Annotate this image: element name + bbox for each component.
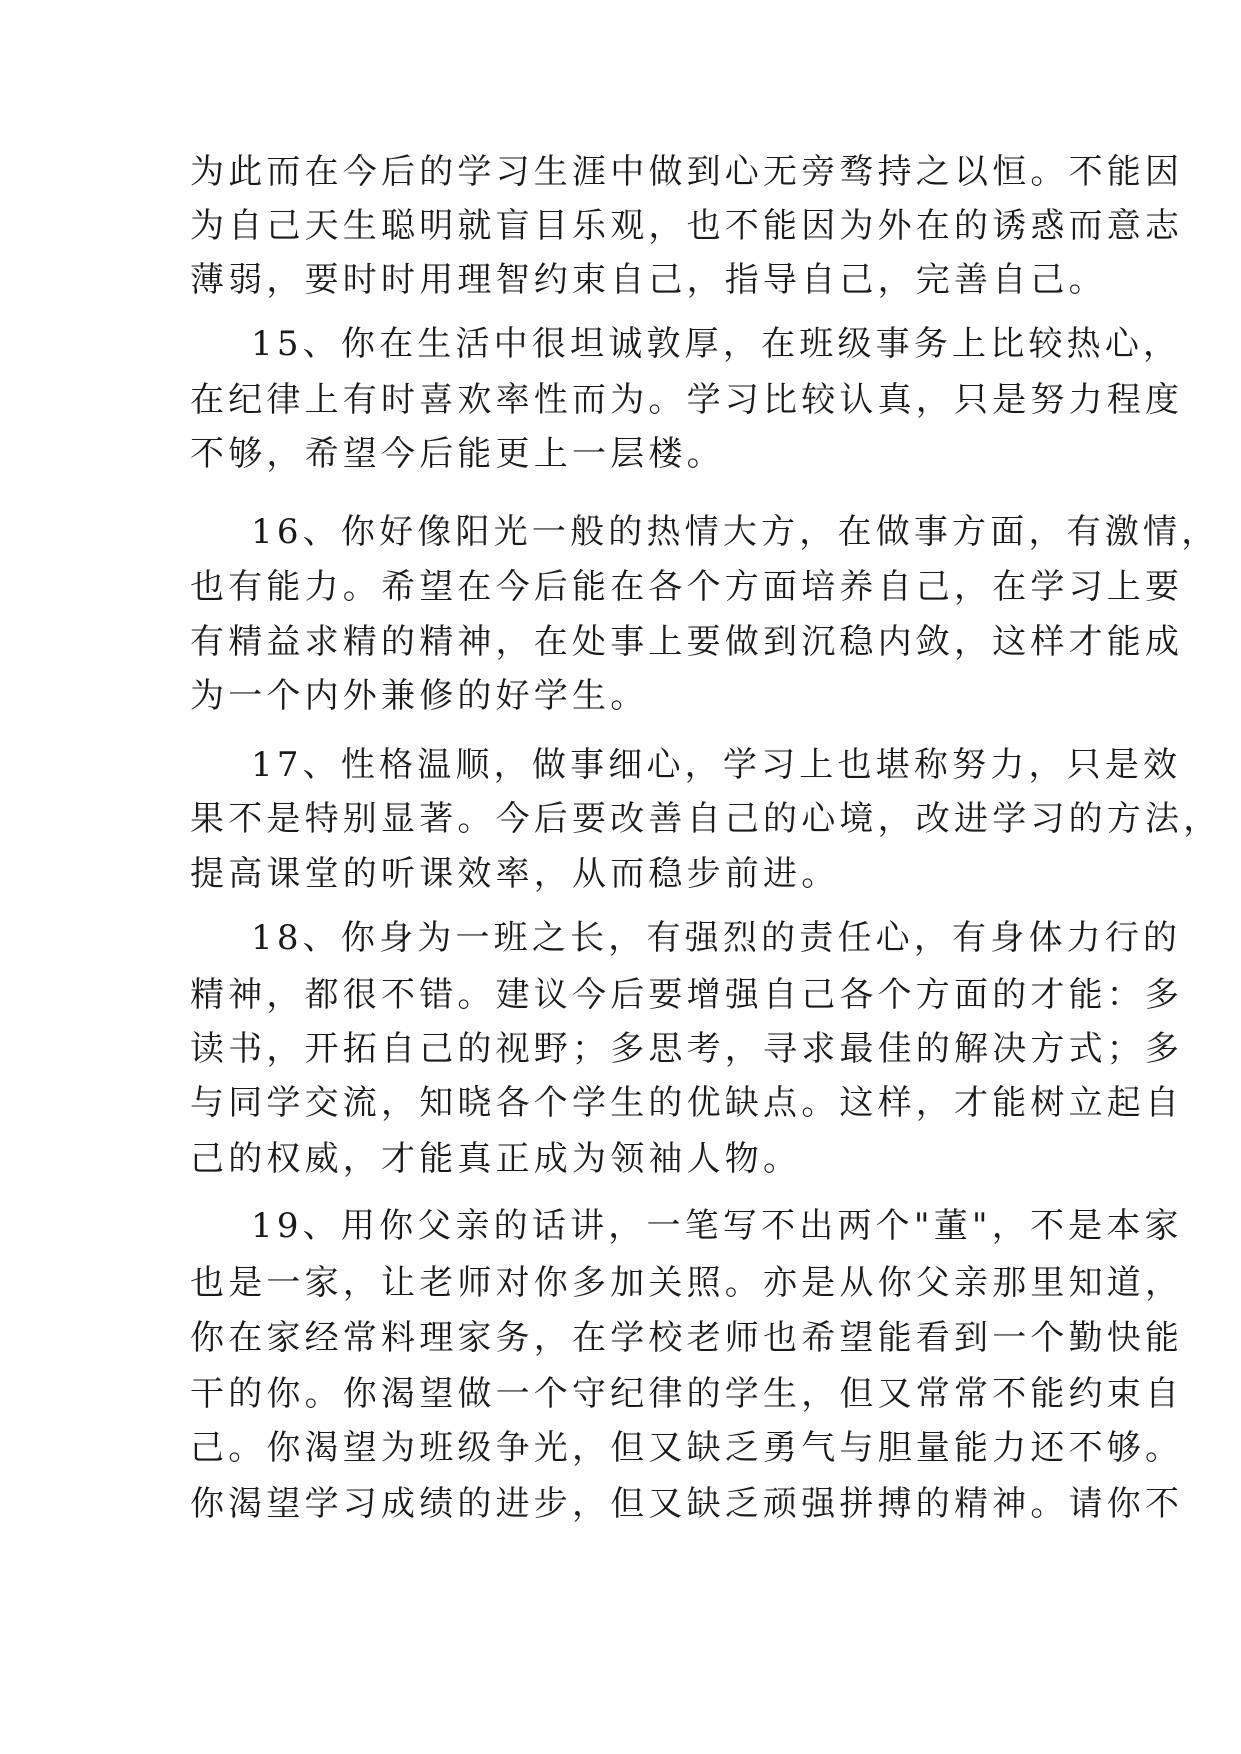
text-line: 你渴望学习成绩的进步，但又缺乏顽强拼搏的精神。请你不 <box>190 1484 1184 1524</box>
text-line: 为此而在今后的学习生涯中做到心无旁骛持之以恒。不能因 <box>190 152 1184 192</box>
text-line: 为自己天生聪明就盲目乐观，也不能因为外在的诱惑而意志 <box>190 206 1184 246</box>
text-line: 你在家经常料理家务，在学校老师也希望能看到一个勤快能 <box>190 1318 1184 1358</box>
text-line: 17、性格温顺，做事细心，学习上也堪称努力，只是效 <box>251 745 1182 785</box>
text-line: 16、你好像阳光一般的热情大方，在做事方面，有激情， <box>251 512 1220 552</box>
text-line: 精神，都很不错。建议今后要增强自己各个方面的才能：多 <box>190 975 1184 1015</box>
text-line: 也是一家，让老师对你多加关照。亦是从你父亲那里知道， <box>190 1263 1184 1303</box>
text-line: 也有能力。希望在今后能在各个方面培养自己，在学习上要 <box>190 567 1184 607</box>
text-line: 在纪律上有时喜欢率性而为。学习比较认真，只是努力程度 <box>190 380 1184 420</box>
text-line: 薄弱，要时时用理智约束自己，指导自己，完善自己。 <box>190 260 1107 300</box>
text-line: 19、用你父亲的话讲，一笔写不出两个"董"，不是本家 <box>251 1206 1183 1246</box>
text-line: 读书，开拓自己的视野；多思考，寻求最佳的解决方式；多 <box>190 1029 1184 1069</box>
text-line: 18、你身为一班之长，有强烈的责任心，有身体力行的 <box>251 918 1182 958</box>
text-line: 为一个内外兼修的好学生。 <box>190 676 649 716</box>
text-line: 提高课堂的听课效率，从而稳步前进。 <box>190 854 840 894</box>
text-line: 果不是特别显著。今后要改善自己的心境，改进学习的方法， <box>190 799 1222 839</box>
text-line: 己。你渴望为班级争光，但又缺乏勇气与胆量能力还不够。 <box>190 1428 1184 1468</box>
text-line: 不够，希望今后能更上一层楼。 <box>190 434 725 474</box>
text-line: 15、你在生活中很坦诚敦厚，在班级事务上比较热心， <box>251 324 1182 364</box>
text-line: 与同学交流，知晓各个学生的优缺点。这样，才能树立起自 <box>190 1083 1184 1123</box>
text-line: 有精益求精的精神，在处事上要做到沉稳内敛，这样才能成 <box>190 622 1184 662</box>
text-line: 己的权威，才能真正成为领袖人物。 <box>190 1139 802 1179</box>
text-line: 干的你。你渴望做一个守纪律的学生，但又常常不能约束自 <box>190 1374 1184 1414</box>
